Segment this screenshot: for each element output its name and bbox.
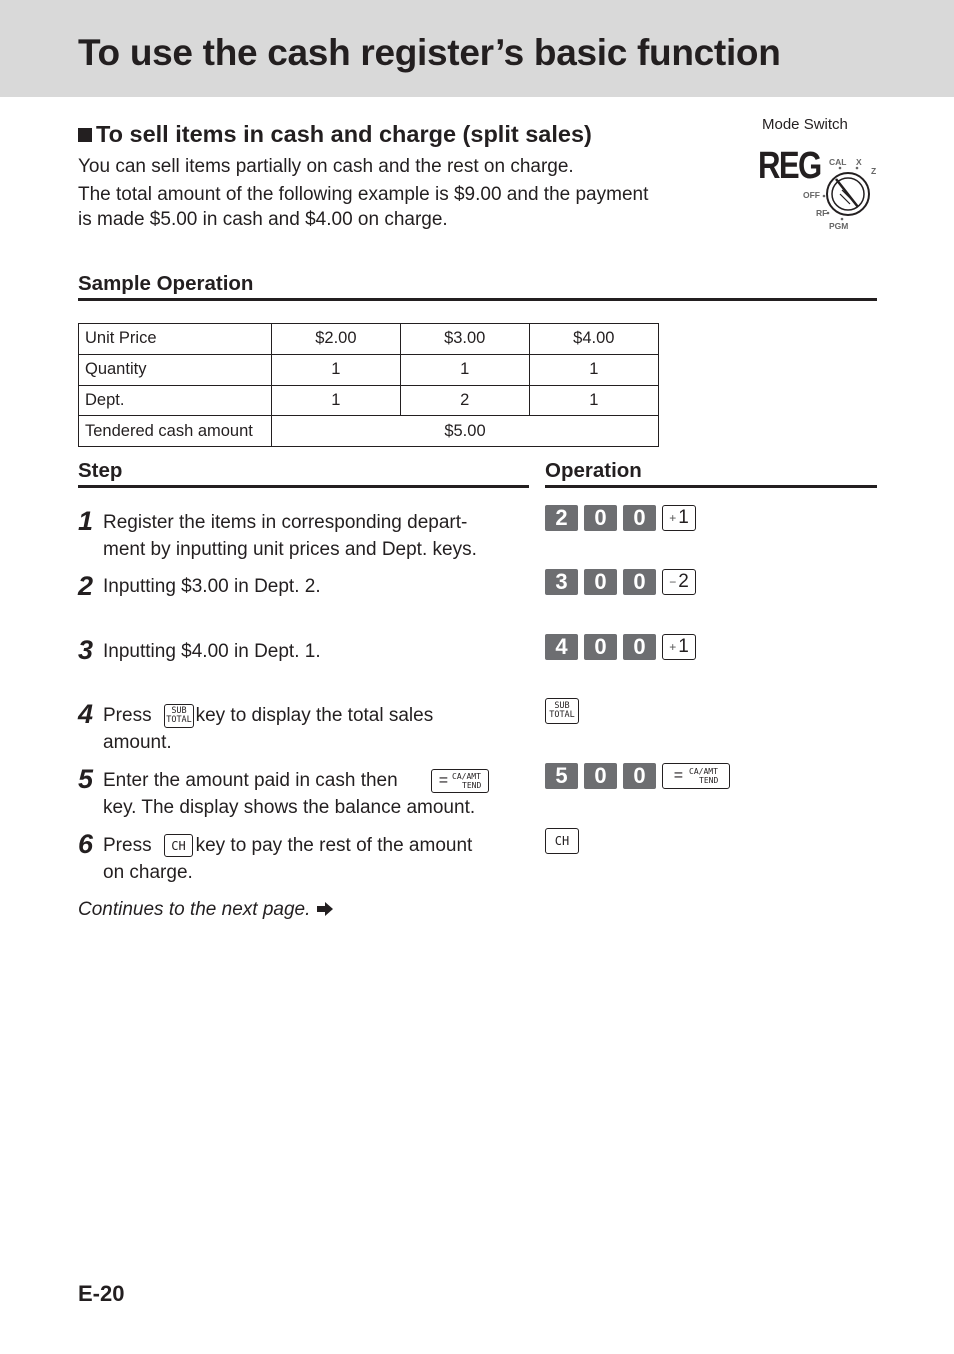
digit-key[interactable]: 0 — [584, 505, 617, 531]
mode-switch-diagram — [756, 146, 882, 236]
intro-line-1: You can sell items partially on cash and the rest on charge. — [78, 156, 574, 177]
ch-key-inline: CH — [164, 834, 193, 857]
table-cell: $3.00 — [400, 324, 529, 355]
digit-key[interactable]: 0 — [623, 763, 656, 789]
digit-key[interactable]: 0 — [584, 763, 617, 789]
subtotal-key[interactable]: SUB TOTAL — [545, 698, 579, 724]
square-bullet-icon — [78, 128, 92, 142]
ch-key[interactable]: CH — [545, 828, 579, 854]
table-row — [79, 324, 659, 355]
digit-key[interactable]: 4 — [545, 634, 578, 660]
table-cell: 1 — [529, 385, 658, 416]
intro-line-2: The total amount of the following example is $9.00 and the payment — [78, 184, 649, 205]
page-title: To use the cash register’s basic function — [78, 32, 781, 73]
section-title-text: To sell items in cash and charge (split sales) — [96, 121, 592, 147]
step-5-text — [103, 767, 475, 821]
step-line: ment by inputting unit prices and Dept. keys. — [103, 539, 477, 560]
digit-key[interactable]: 0 — [584, 634, 617, 660]
step-line: Inputting $3.00 in Dept. 2. — [103, 576, 321, 597]
continues-note: Continues to the next page. — [78, 899, 334, 921]
step-rule — [78, 485, 529, 488]
table-cell: $2.00 — [271, 324, 400, 355]
digit-key[interactable]: 0 — [623, 569, 656, 595]
digit-key[interactable]: 3 — [545, 569, 578, 595]
step-6-keys — [545, 828, 579, 854]
subtotal-key-inline: SUB TOTAL — [164, 704, 194, 728]
step-number: 4 — [78, 699, 94, 729]
table-row-label: Quantity — [79, 354, 272, 385]
step-number: 3 — [78, 635, 94, 665]
step-5-keys — [545, 763, 730, 789]
mode-reg-label: REG — [758, 145, 821, 187]
mode-switch-label: Mode Switch — [762, 116, 848, 133]
table-row — [79, 416, 659, 447]
table-row — [79, 354, 659, 385]
mode-cal-label: CAL — [829, 157, 847, 167]
step-line: Enter the amount paid in cash then — [103, 770, 398, 791]
table-row-label: Unit Price — [79, 324, 272, 355]
mode-rf-label: RF — [816, 208, 828, 218]
step-3-text — [103, 638, 321, 665]
step-line: on charge. — [103, 862, 193, 883]
ca-amt-tend-key[interactable]: = CA/AMT TEND — [662, 763, 730, 789]
mode-x-label: X — [856, 157, 862, 167]
arrow-right-icon — [316, 902, 334, 916]
step-2-keys — [545, 569, 696, 595]
section-title — [78, 121, 592, 148]
step-line: Press key to display the total sales — [103, 705, 434, 726]
digit-key[interactable]: 0 — [584, 569, 617, 595]
step-4-text — [103, 702, 433, 756]
table-cell: 1 — [271, 385, 400, 416]
mode-z-label: Z — [871, 166, 877, 176]
dept-2-key[interactable]: − 2 — [662, 569, 696, 595]
step-line: Inputting $4.00 in Dept. 1. — [103, 641, 321, 662]
step-line: key. The display shows the balance amount. — [103, 797, 476, 818]
sample-operation-heading: Sample Operation — [78, 272, 254, 295]
digit-key[interactable]: 5 — [545, 763, 578, 789]
table-cell: 1 — [271, 354, 400, 385]
step-1-text — [103, 509, 477, 563]
mode-off-label: OFF — [803, 190, 820, 200]
step-number: 2 — [78, 571, 94, 601]
step-number: 5 — [78, 764, 94, 794]
step-line: Register the items in corresponding depart- — [103, 512, 468, 533]
table-cell: $5.00 — [271, 416, 658, 447]
operation-heading: Operation — [545, 459, 642, 482]
dept-1-key[interactable]: + 1 — [662, 505, 696, 531]
step-6-text — [103, 832, 472, 886]
mode-pgm-label: PGM — [829, 221, 849, 231]
sample-table — [78, 323, 659, 447]
table-row-label: Dept. — [79, 385, 272, 416]
step-4-keys — [545, 698, 579, 724]
step-heading: Step — [78, 459, 123, 482]
table-cell: $4.00 — [529, 324, 658, 355]
digit-key[interactable]: 0 — [623, 505, 656, 531]
digit-key[interactable]: 0 — [623, 634, 656, 660]
digit-key[interactable]: 2 — [545, 505, 578, 531]
operation-rule — [545, 485, 877, 488]
table-cell: 1 — [400, 354, 529, 385]
step-line: amount. — [103, 732, 172, 753]
step-2-text — [103, 573, 321, 600]
table-cell: 1 — [529, 354, 658, 385]
table-row — [79, 385, 659, 416]
dept-1-key[interactable]: + 1 — [662, 634, 696, 660]
intro-line-3: is made $5.00 in cash and $4.00 on charge. — [78, 209, 448, 230]
step-number: 6 — [78, 829, 94, 859]
page-number: E-20 — [78, 1281, 125, 1306]
table-row-label: Tendered cash amount — [79, 416, 272, 447]
step-3-keys — [545, 634, 696, 660]
step-number: 1 — [78, 506, 94, 536]
step-1-keys — [545, 505, 696, 531]
sample-operation-rule — [78, 298, 877, 301]
step-line: Press key to pay the rest of the amount — [103, 835, 473, 856]
table-cell: 2 — [400, 385, 529, 416]
ca-amt-tend-key-inline: = CA/AMT TEND — [431, 769, 489, 793]
